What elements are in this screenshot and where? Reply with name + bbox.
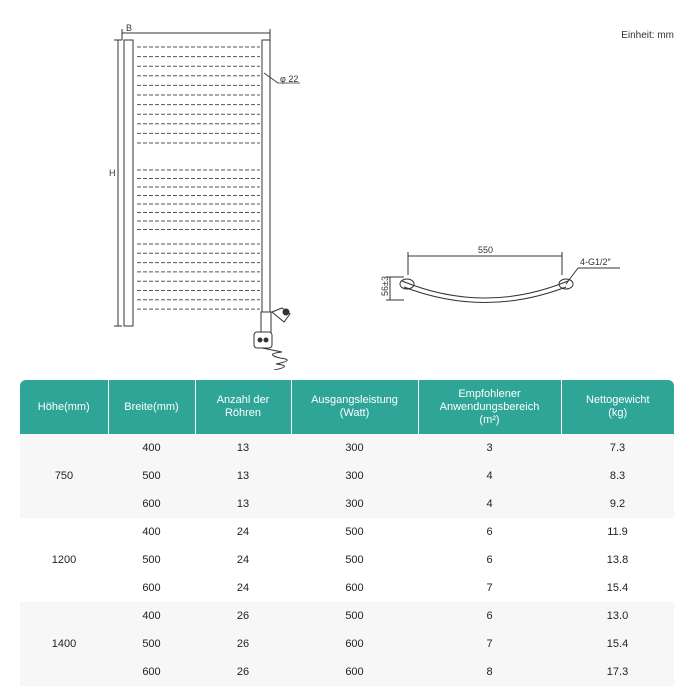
cell-roehren: 24 [195,518,291,546]
cell-leistung: 300 [291,490,418,518]
cell-bereich: 6 [418,602,561,630]
cell-gewicht: 17.3 [561,658,674,686]
cell-roehren: 13 [195,434,291,462]
table-row [20,574,674,602]
table-row [20,658,674,686]
cell-leistung: 600 [291,658,418,686]
cell-roehren: 13 [195,462,291,490]
cell-leistung: 500 [291,602,418,630]
cell-roehren: 26 [195,630,291,658]
cell-gewicht: 11.9 [561,518,674,546]
cell-gewicht: 13.0 [561,602,674,630]
connection-label: 4-G1/2″ [580,257,611,267]
cell-gewicht: 8.3 [561,462,674,490]
header-nettogewicht: Nettogewicht (kg) [561,380,674,434]
cell-bereich: 6 [418,518,561,546]
unit-label: Einheit: mm [621,30,674,41]
cell-roehren: 26 [195,658,291,686]
length-label: 550 [478,245,494,255]
cell-bereich: 3 [418,434,561,462]
cell-breite: 500 [108,462,195,490]
header-ausgangsleistung: Ausgangsleistung (Watt) [291,380,418,434]
heating-element-icon [254,308,290,370]
cell-bereich: 6 [418,546,561,574]
cell-leistung: 300 [291,462,418,490]
header-anwendungsbereich: Empfohlener Anwendungsbereich (m²) [418,380,561,434]
diameter-label: φ 22 [280,74,299,84]
cell-gewicht: 9.2 [561,490,674,518]
spec-table [20,380,674,686]
cell-leistung: 500 [291,546,418,574]
header-breite: Breite(mm) [108,380,195,434]
cell-bereich: 7 [418,574,561,602]
cell-hoehe: 1200 [20,518,108,602]
cell-breite: 400 [108,602,195,630]
table-row [20,602,674,630]
cell-breite: 600 [108,658,195,686]
cell-breite: 400 [108,518,195,546]
header-anzahl-roehren: Anzahl der Röhren [195,380,291,434]
table-row [20,518,674,546]
cell-breite: 600 [108,490,195,518]
table-row [20,434,674,462]
table-header-row [20,380,674,434]
table-row [20,546,674,574]
cell-gewicht: 15.4 [561,630,674,658]
height-label: H [109,168,116,178]
table-row [20,630,674,658]
cell-leistung: 300 [291,434,418,462]
cell-hoehe: 750 [20,434,108,518]
depth-label: 56±3 [380,276,390,296]
table-row [20,490,674,518]
cell-roehren: 13 [195,490,291,518]
cell-roehren: 26 [195,602,291,630]
cell-hoehe: 1400 [20,602,108,686]
cell-bereich: 4 [418,490,561,518]
cell-leistung: 600 [291,630,418,658]
cell-roehren: 24 [195,574,291,602]
width-label: B [126,23,133,33]
cell-leistung: 500 [291,518,418,546]
cell-bereich: 8 [418,658,561,686]
cell-breite: 600 [108,574,195,602]
cell-bereich: 7 [418,630,561,658]
cell-gewicht: 15.4 [561,574,674,602]
cell-bereich: 4 [418,462,561,490]
cell-breite: 500 [108,546,195,574]
cell-gewicht: 13.8 [561,546,674,574]
cell-gewicht: 7.3 [561,434,674,462]
cell-leistung: 600 [291,574,418,602]
header-hoehe: Höhe(mm) [20,380,108,434]
table-row [20,462,674,490]
cell-breite: 400 [108,434,195,462]
cell-breite: 500 [108,630,195,658]
cell-roehren: 24 [195,546,291,574]
spec-table-wrap [20,380,674,676]
